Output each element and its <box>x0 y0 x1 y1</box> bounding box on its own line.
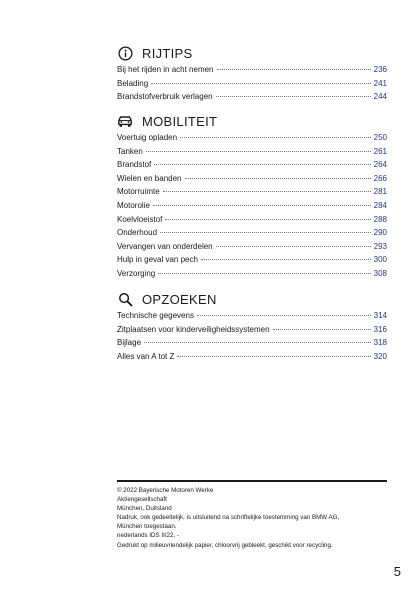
dot-leader <box>216 246 371 247</box>
dot-leader <box>154 164 370 165</box>
toc-entry-page[interactable]: 261 <box>373 146 387 156</box>
section-header <box>117 43 387 63</box>
section-mobiliteit <box>117 111 387 283</box>
toc-entry-page[interactable]: 316 <box>373 324 387 334</box>
dot-leader <box>177 356 370 357</box>
search-icon <box>117 291 133 307</box>
toc-entry[interactable] <box>117 338 387 352</box>
section-title: OPZOEKEN <box>142 291 217 307</box>
toc-entry-label: Onderhoud <box>117 228 158 238</box>
dot-leader <box>217 69 371 70</box>
toc-entry-label: Vervangen van onderdelen <box>117 241 213 251</box>
toc-entry[interactable] <box>117 174 387 188</box>
section-rijtips <box>117 43 387 106</box>
dot-leader <box>151 83 371 84</box>
toc-entry[interactable] <box>117 325 387 339</box>
toc-entry-page[interactable]: 264 <box>373 160 387 170</box>
toc-entry-label: Koelvloeistof <box>117 214 163 224</box>
toc-entry-page[interactable]: 236 <box>373 65 387 74</box>
toc-entry-label: Tanken <box>117 146 143 156</box>
toc-entry-label: Brandstofverbruik verlagen <box>117 92 213 102</box>
info-icon <box>117 45 133 61</box>
toc-entry[interactable] <box>117 255 387 269</box>
section-opzoeken <box>117 289 387 365</box>
toc-entry-page[interactable]: 308 <box>373 268 387 278</box>
dot-leader <box>144 342 371 343</box>
toc-entry-page[interactable]: 281 <box>373 187 387 197</box>
toc-entry-label: Hulp in geval van pech <box>117 255 198 265</box>
toc-entry-label: Voertuig opladen <box>117 133 178 142</box>
toc-entry[interactable] <box>117 133 387 147</box>
imprint-divider <box>117 480 387 482</box>
toc-entry[interactable] <box>117 228 387 242</box>
toc-entry-page[interactable]: 244 <box>373 92 387 102</box>
dot-leader <box>146 151 371 152</box>
toc-entry[interactable] <box>117 147 387 161</box>
toc-entry[interactable] <box>117 269 387 283</box>
imprint-line: Gedrukt op milieuvriendelijk papier, chloorvrij gebleekt, geschikt voor recycling. <box>117 541 333 549</box>
dot-leader <box>273 329 371 330</box>
toc-entry-label: Bij het rijden in acht nemen <box>117 65 214 74</box>
dot-leader <box>180 137 371 138</box>
toc-entry[interactable] <box>117 187 387 201</box>
car-icon <box>117 113 133 129</box>
toc-entry[interactable] <box>117 215 387 229</box>
toc-entry[interactable] <box>117 311 387 325</box>
toc-entry-label: Wielen en banden <box>117 173 182 183</box>
imprint-line: München toegestaan. <box>117 523 177 531</box>
toc-entry[interactable] <box>117 79 387 93</box>
dot-leader <box>197 315 371 316</box>
dot-leader <box>153 205 371 206</box>
section-title: RIJTIPS <box>142 45 193 61</box>
toc-entry[interactable] <box>117 352 387 366</box>
imprint-line: © 2022 Bayerische Motoren Werke <box>117 487 214 494</box>
dot-leader <box>201 259 371 260</box>
toc-entry-label: Belading <box>117 78 149 88</box>
toc-entry-label: Zitplaatsen voor kinderveiligheidssystemen <box>117 324 270 334</box>
toc-entry-page[interactable]: 241 <box>373 78 387 88</box>
dot-leader <box>160 232 371 233</box>
imprint-line: Nadruk, ook gedeeltelijk, is uitsluitend na schriftelijke toestemming van BMW AG, <box>117 514 340 522</box>
toc-entry-label: Motorolie <box>117 200 150 210</box>
section-title: MOBILITEIT <box>142 113 218 129</box>
toc-entry[interactable] <box>117 92 387 106</box>
dot-leader <box>158 273 370 274</box>
section-header <box>117 289 387 309</box>
toc-entry-page[interactable]: 290 <box>373 228 387 238</box>
toc-entry-label: Alles van A tot Z <box>117 351 175 361</box>
toc-entry[interactable] <box>117 65 387 79</box>
toc-entry-page[interactable]: 320 <box>373 351 387 361</box>
imprint-line: Aktiengesellschaft <box>117 496 167 504</box>
toc-entry-page[interactable]: 314 <box>373 311 387 320</box>
dot-leader <box>185 178 371 179</box>
imprint-line: München, Duitsland <box>117 505 172 513</box>
toc-entry[interactable] <box>117 242 387 256</box>
toc-entry-page[interactable]: 284 <box>373 200 387 210</box>
page-number: 5 <box>393 564 401 579</box>
toc-entry[interactable] <box>117 160 387 174</box>
toc-entry[interactable] <box>117 201 387 215</box>
dot-leader <box>216 96 371 97</box>
section-header <box>117 111 387 131</box>
toc-entry-label: Verzorging <box>117 268 156 278</box>
toc-entry-label: Motorruimte <box>117 187 160 197</box>
imprint-line: nederlands IDS II/22, - <box>117 532 179 540</box>
toc-entry-label: Technische gegevens <box>117 311 194 320</box>
toc-entry-page[interactable]: 250 <box>373 133 387 142</box>
imprint <box>117 486 392 550</box>
toc-entry-label: Bijlage <box>117 338 142 348</box>
toc-entry-page[interactable]: 300 <box>373 255 387 265</box>
toc-entry-page[interactable]: 318 <box>373 338 387 348</box>
toc-entry-label: Brandstof <box>117 160 152 170</box>
dot-leader <box>163 191 371 192</box>
toc-entry-page[interactable]: 293 <box>373 241 387 251</box>
dot-leader <box>165 219 370 220</box>
toc-entry-page[interactable]: 288 <box>373 214 387 224</box>
toc-entry-page[interactable]: 266 <box>373 173 387 183</box>
